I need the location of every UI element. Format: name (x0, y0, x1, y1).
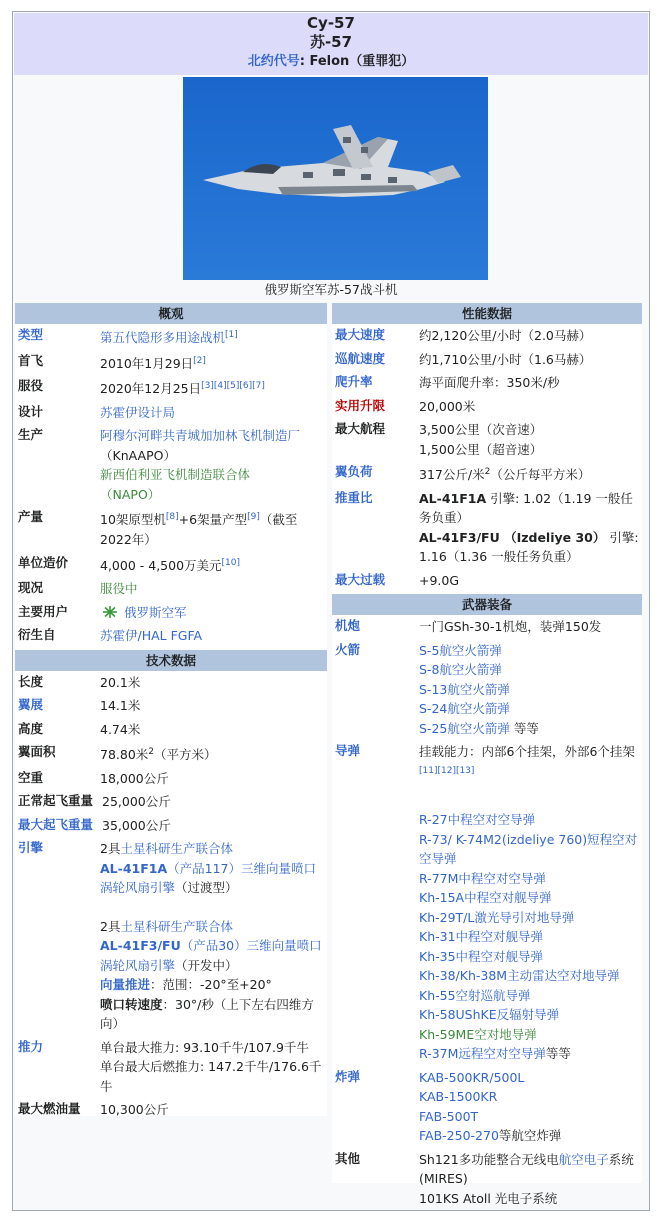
row-service: 服役 2020年12月25日[3][4][5][6][7] (15, 377, 327, 399)
missile-link[interactable]: R-37M远程空对空导弹 (419, 1046, 546, 1062)
bomb-link[interactable]: FAB-250-270 (419, 1128, 499, 1144)
label-type[interactable]: 类型 (18, 327, 44, 342)
row-production: 产量 10架原型机[8]+6架量产型[9]（截至2022年） (15, 508, 327, 549)
label-thrust[interactable]: 推力 (18, 1038, 44, 1054)
missile-link[interactable]: Kh-38/Kh-38M主动雷达空对地导弹 (419, 968, 620, 984)
rocket-link[interactable]: S-13航空火箭弹 (419, 681, 510, 697)
row-derived (15, 626, 327, 646)
bomb-link[interactable]: FAB-500T (419, 1108, 479, 1124)
ref[interactable]: [11][12][13] (419, 765, 475, 776)
engine1-maker-link[interactable]: 土星科研生产联合体 (120, 841, 233, 857)
bomb-link[interactable]: KAB-500KR/500L (419, 1069, 525, 1085)
missile-link[interactable]: Kh-35中程空对舰导弹 (419, 948, 544, 964)
row-ceiling: 实用升限 20,000米 (332, 397, 642, 417)
label-unit-cost: 单位造价 (18, 554, 69, 570)
label-g-limit[interactable]: 最大过载 (335, 571, 386, 587)
row-first-flight: 首飞 2010年1月29日[2] (15, 352, 327, 374)
infobox-title (14, 13, 648, 75)
section-header-overview: 概观 (15, 303, 327, 324)
label-bombs[interactable]: 炸弹 (335, 1068, 361, 1084)
row-thrust: 推力 单台最大推力: 93.10千牛/107.9千牛 单台最大后燃推力: 147.2千牛/176.6千牛 (15, 1038, 327, 1097)
label-gun[interactable]: 机炮 (335, 618, 361, 634)
ref[interactable]: [9] (247, 512, 260, 523)
bomb-link[interactable]: KAB-1500KR (419, 1089, 498, 1105)
row-area: 翼面积 78.80米$^2$（平方米） (15, 743, 327, 765)
row-speed: 最大速度 约2,120公里/小时（2.0马赫） (332, 326, 642, 346)
missile-link[interactable]: Kh-59ME空对地导弹 (419, 1026, 537, 1042)
row-cruise: 巡航速度 约1,710公里/小时（1.6马赫） (332, 350, 642, 370)
label-service: 服役 (18, 378, 44, 394)
row-type (15, 326, 327, 348)
label-wing-load[interactable]: 翼负荷 (335, 464, 373, 479)
missile-link[interactable]: Kh-15A中程空对舰导弹 (419, 890, 552, 906)
row-manufacturer: 生产 阿穆尔河畔共青城加加林飞机制造厂 （KnAAPO） 新西伯利亚飞机制造联合体 （NAPO） (15, 426, 327, 504)
label-missiles[interactable]: 导弹 (335, 743, 361, 759)
row-climb: 爬升率 海平面爬升率：350米/秒 (332, 373, 642, 393)
section-header-armament: 武器装备 (332, 594, 642, 615)
section-header-tech: 技术数据 (15, 650, 327, 671)
label-production: 产量 (18, 509, 44, 525)
label-rockets[interactable]: 火箭 (335, 641, 361, 657)
engine1-desc-link[interactable]: （产品117）三维向量喷口涡轮风扇引擎 (100, 860, 316, 896)
row-span: 翼展 14.1米 (15, 696, 327, 716)
row-length: 长度 20.1米 (15, 673, 327, 693)
status-link[interactable]: 服役中 (100, 581, 138, 597)
section-header-performance: 性能数据 (332, 303, 642, 324)
engine2-desc-link[interactable]: （产品30）三维向量喷口涡轮风扇引擎 (100, 938, 322, 973)
row-missiles: 导弹 挂载能力：内部6个挂架，外部6个挂架[11][12][13] R-27中程空对空导弹 R-73/ K-74M2(izdeliye 760)短程空对空导弹 R-77M中程空对空导弹 Kh-15A中程空对舰导弹 Kh-29T/L激光导引对地导弹 Kh-31中程空对舰导弹 Kh-35中程空对舰导弹 Kh-38/Kh-38M主动雷达空对地导弹 Kh-55空射巡航导弹 Kh-58UShKE反辐射导弹 Kh-59ME空对地导弹 R-37M远程空对空导弹等等 (332, 742, 642, 1064)
left-column (15, 303, 327, 1116)
row-range: 最大航程 3,500公里（次音速） 1,500公里（超音速） (332, 420, 642, 459)
label-design: 设计 (18, 403, 44, 419)
rocket-link[interactable]: S-24航空火箭弹 (419, 701, 510, 717)
design-link[interactable]: 苏霍伊设计局 (100, 404, 176, 420)
label-span[interactable]: 翼展 (18, 697, 44, 713)
ref[interactable]: [10] (221, 557, 241, 568)
row-height: 高度 4.74米 (15, 720, 327, 740)
title-chinese: 苏-57 (309, 33, 353, 51)
label-climb[interactable]: 爬升率 (335, 374, 373, 389)
missile-link[interactable]: Kh-55空射巡航导弹 (419, 987, 531, 1003)
vector-link[interactable]: 向量推进 (100, 977, 151, 993)
row-status (15, 579, 327, 599)
row-thrust-weight: 推重比 AL-41F1A 引擎: 1.02（1.19 一般任务负重） AL-41F3/FU （Izdeliye 30） 引擎: 1.16（1.36 一般任务负重） (332, 489, 642, 567)
row-empty: 空重 18,000公斤 (15, 769, 327, 789)
label-manufacturer: 生产 (18, 427, 44, 443)
missile-link[interactable]: R-77M中程空对空导弹 (419, 870, 546, 886)
user-link[interactable]: 俄罗斯空军 (124, 604, 187, 620)
label-normal-weight: 正常起飞重量 (18, 793, 94, 809)
label-thrust-weight[interactable]: 推重比 (335, 489, 373, 505)
engine1-model-link[interactable]: AL-41F1A (100, 860, 168, 876)
engine2-maker-link[interactable]: 土星科研生产联合体 (120, 918, 233, 934)
right-column (332, 303, 642, 1206)
row-engine: 引擎 2具土星科研生产联合体 AL-41F1A（产品117）三维向量喷口涡轮风扇引擎（过渡型） 2具土星科研生产联合体 AL-41F3/FU（产品30）三维向量喷口涡轮风扇引擎（开发中） 向量推进：范围：-20°至+20° 喷口转速度：30°/秒（上下左右四维方向） (15, 839, 327, 1034)
label-first-flight: 首飞 (18, 352, 44, 368)
row-design (15, 403, 327, 423)
missile-link[interactable]: Kh-31中程空对舰导弹 (419, 929, 544, 945)
missile-link[interactable]: Kh-29T/L激光导引对地导弹 (419, 909, 575, 925)
rocket-link[interactable]: S-25航空火箭弹 (419, 720, 510, 736)
label-status: 现况 (18, 580, 44, 596)
type-link[interactable]: 第五代隐形多用途战机 (100, 330, 226, 346)
derived-link[interactable]: 苏霍伊/HAL FGFA (100, 628, 203, 644)
rocket-link[interactable]: S-5航空火箭弹 (419, 642, 502, 658)
label-area: 翼面积 (18, 744, 56, 760)
label-fuel: 最大燃油量 (18, 1101, 81, 1117)
aircraft-photo[interactable] (183, 77, 488, 280)
label-length: 长度 (18, 673, 44, 689)
ref[interactable]: [8] (165, 512, 179, 523)
row-wing-load: 翼负荷 317公斤/米$^2$（公斤每平方米） (332, 463, 642, 485)
row-rockets: 火箭 S-5航空火箭弹 S-8航空火箭弹 S-13航空火箭弹 S-24航空火箭弹 S-25航空火箭弹 等等 (332, 641, 642, 739)
title-russian: Су-57 (307, 14, 355, 32)
ref[interactable]: [2] (193, 355, 206, 366)
label-other: 其他 (335, 1150, 361, 1166)
nato-codename: 北约代号: Felon（重罪犯） (247, 54, 415, 69)
missile-link[interactable]: Kh-58UShKE反辐射导弹 (419, 1007, 560, 1023)
missile-link[interactable]: R-73/ K-74M2(izdeliye 760)短程空对空导弹 (419, 831, 638, 867)
label-speed[interactable]: 最大速度 (335, 327, 386, 342)
manufacturer-1-link[interactable]: 阿穆尔河畔共青城加加林飞机制造厂 (100, 428, 301, 444)
label-range: 最大航程 (335, 421, 386, 436)
manufacturer-2-link[interactable]: 新西伯利亚飞机制造联合体 (100, 467, 251, 483)
label-max-weight[interactable]: 最大起飞重量 (18, 816, 94, 832)
label-ceiling[interactable]: 实用升限 (335, 397, 386, 413)
row-max-weight: 最大起飞重量 35,000公斤 (15, 816, 327, 836)
row-gun: 机炮 一门GSh-30-1机炮，装弹150发 (332, 617, 642, 637)
row-user (15, 603, 327, 623)
aircraft-image (183, 77, 488, 280)
row-g-limit: 最大过载 +9.0G (332, 571, 642, 591)
ref[interactable]: [1] (225, 330, 238, 340)
label-derived: 衍生自 (18, 627, 56, 643)
ref[interactable]: [3][4][5][6][7] (201, 381, 265, 392)
avionics-link[interactable]: 航空电子 (558, 1151, 609, 1167)
label-cruise[interactable]: 巡航速度 (335, 350, 386, 366)
row-fuel: 最大燃油量 10,300公斤 (15, 1100, 327, 1120)
row-other: 其他 Sh121多功能整合无线电航空电子系统(MIRES) 101KS Atoll 光电子系统 (332, 1150, 642, 1209)
label-engine[interactable]: 引擎 (18, 840, 44, 856)
rocket-link[interactable]: S-8航空火箭弹 (419, 662, 502, 678)
row-normal-weight: 正常起飞重量 25,000公斤 (15, 792, 327, 812)
row-bombs: 炸弹 KAB-500KR/500L KAB-1500KR FAB-500T FAB-250-270等航空炸弹 (332, 1068, 642, 1146)
nato-link[interactable]: 北约代号 (247, 54, 300, 69)
russian-air-force-roundel-icon (100, 605, 120, 619)
row-unit-cost: 单位造价 4,000 - 4,500万美元[10] (15, 554, 327, 576)
label-user: 主要用户 (18, 603, 69, 619)
photo-caption: 俄罗斯空军苏-57战斗机 (264, 282, 398, 297)
missile-link[interactable]: R-27中程空对空导弹 (419, 812, 536, 828)
label-height: 高度 (18, 720, 44, 736)
label-empty: 空重 (18, 769, 44, 785)
engine2-model-link[interactable]: AL-41F3/FU (100, 938, 181, 954)
